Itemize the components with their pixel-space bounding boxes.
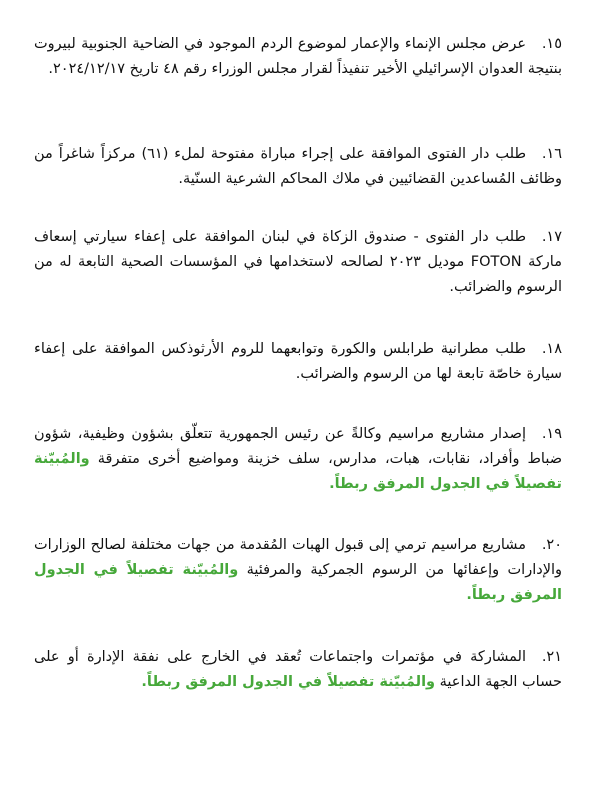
agenda-item-16	[34, 142, 562, 192]
item-number: ٢١.	[541, 649, 562, 665]
agenda-item-17	[34, 225, 562, 300]
item-number: ١٨.	[541, 341, 562, 357]
item-number: ١٩.	[541, 426, 562, 442]
item-text: طلب دار الفتوى الموافقة على إجراء مباراة مفتوحة لملء (٦١) مركزاً شاغراً من وظائف المُساعدين القضائيين في ملاك المحاكم الشرعية السنّية.	[34, 146, 562, 187]
item-number: ١٥.	[541, 36, 562, 52]
agenda-item-21	[34, 645, 562, 695]
agenda-item-20	[34, 533, 562, 608]
item-highlight-text: والمُبيّنة تفصيلاً في الجدول المرفق ربطاً.	[34, 451, 562, 492]
item-text: طلب مطرانية طرابلس والكورة وتوابعهما للروم الأرثوذكس الموافقة على إعفاء سيارة خاصّة تابعة لها من الرسوم والضرائب.	[34, 341, 562, 382]
agenda-item-18	[34, 337, 562, 387]
item-text: مشاريع مراسيم ترمي إلى قبول الهبات المُقدمة من جهات مختلفة لصالح الوزارات والإدارات وإعفائها من الرسوم الجمركية والمرفئية	[34, 537, 562, 578]
item-number: ١٧.	[541, 229, 562, 245]
item-highlight-text: والمُبيّنة تفصيلاً في الجدول المرفق ربطاً.	[141, 674, 436, 690]
agenda-item-15	[34, 32, 562, 82]
item-text: عرض مجلس الإنماء والإعمار لموضوع الردم الموجود في الضاحية الجنوبية لبيروت بنتيجة العدوان الإسرائيلي الأخير تنفيذاً لقرار مجلس الوزراء رقم ٤٨ تاريخ ٢٠٢٤/١٢/١٧.	[34, 36, 562, 77]
item-text: طلب دار الفتوى - صندوق الزكاة في لبنان الموافقة على إعفاء سيارتي إسعاف ماركة FOTON موديل ٢٠٢٣ لصالحه لاستخدامها في المؤسسات الصحية التابعة له من الرسوم والضرائب.	[34, 229, 562, 295]
item-text: إصدار مشاريع مراسيم وكالةً عن رئيس الجمهورية تتعلّق بشؤون وظيفية، شؤون ضباط وأفراد، نقابات، هبات، مدارس، سلف خزينة ومواضيع أخرى متفرقة	[34, 426, 563, 467]
item-number: ١٦.	[541, 146, 563, 162]
item-highlight-text: والمُبيّنة تفصيلاً في الجدول المرفق ربطاً.	[34, 562, 562, 603]
item-text: المشاركة في مؤتمرات واجتماعات تُعقد في الخارج على نفقة الإدارة أو على حساب الجهة الداعية	[34, 649, 562, 690]
item-number: ٢٠.	[541, 537, 562, 553]
agenda-item-19	[34, 422, 562, 497]
